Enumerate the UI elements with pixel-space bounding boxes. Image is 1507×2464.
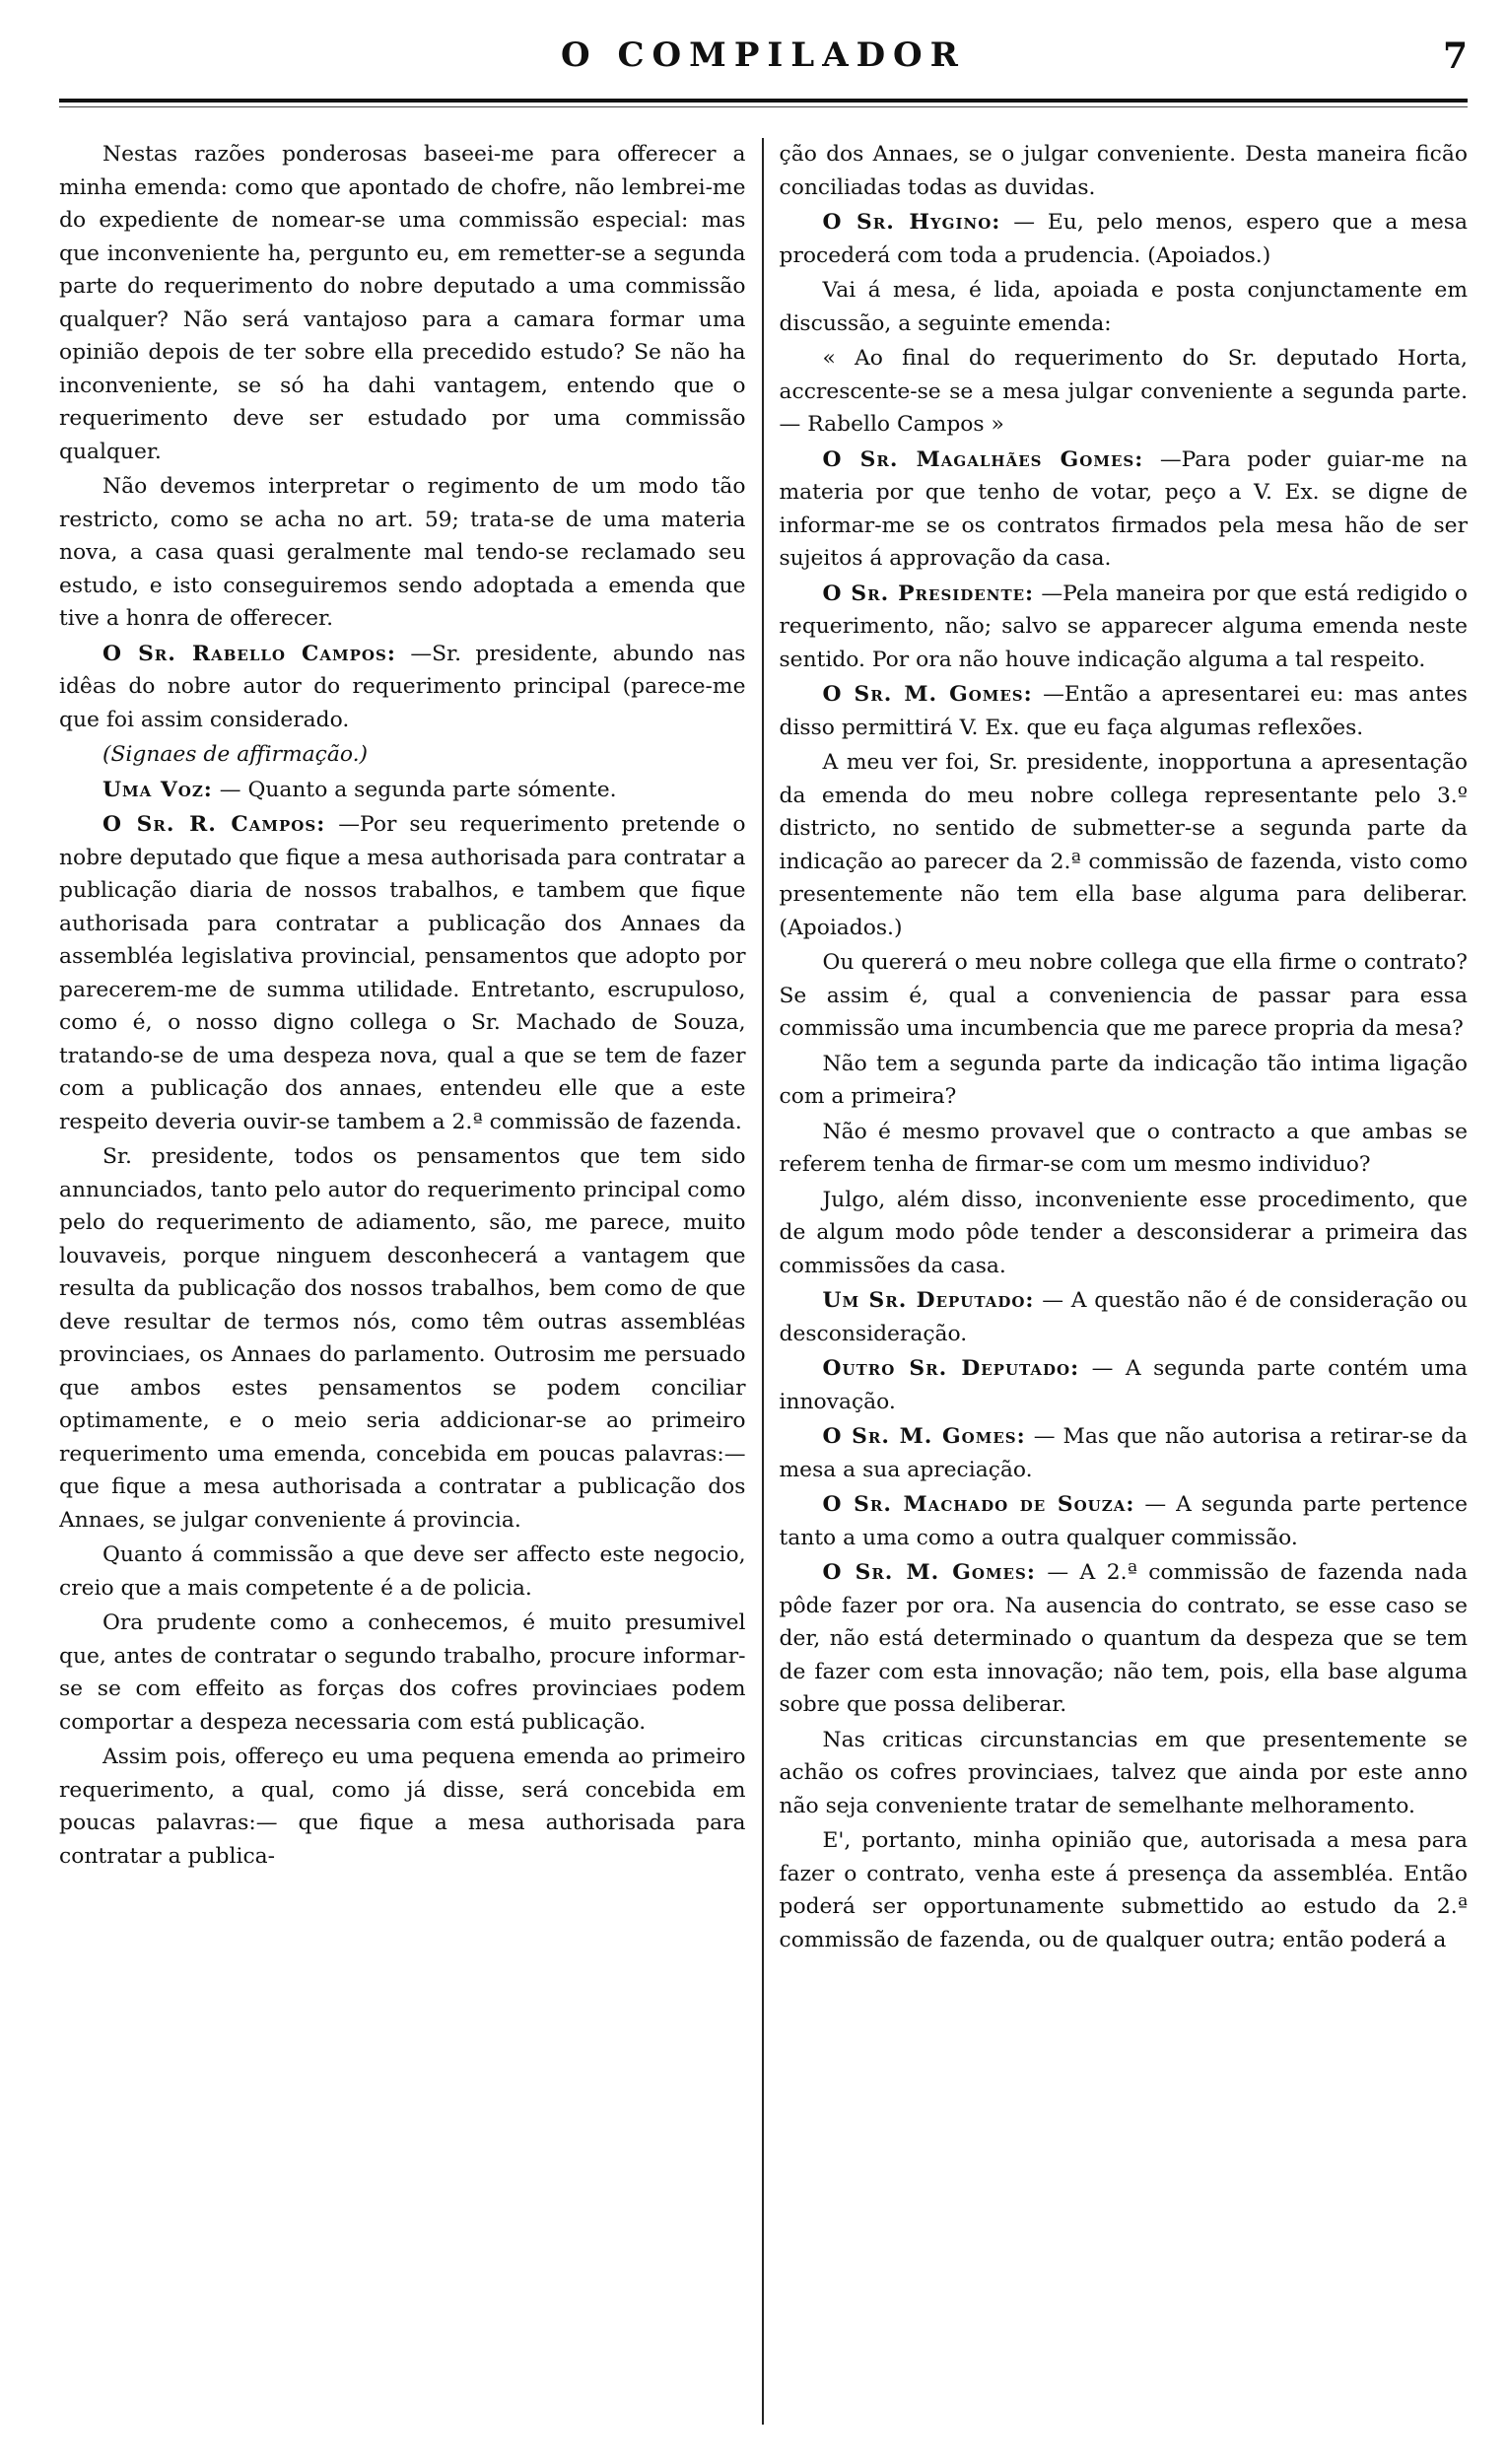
paragraph	[59, 1539, 746, 1605]
paragraph-text: A meu ver foi, Sr. presidente, inopportuna a apresentação da emenda do meu nobre collega representante pelo 3.º districto, no sentido de submetter-se a segunda parte da indicação ao parecer da 2.ª commissão de fazenda, visto como presentemente não tem ella base alguma para deliberar. (Apoiados.)	[779, 750, 1468, 940]
paragraph-text: —Por seu requerimento pretende o nobre deputado que fique a mesa authorisada para contratar a publicação diaria de nossos trabalhos, e tambem que fique authorisada para contratar a publicação dos Annaes da assembléa legislativa provincial, pensamentos que adopto por parecerem-me de summa utilidade. Entretanto, escrupuloso, como é, o nosso digno collega o Sr. Machado de Souza, tratando-se de uma despeza nova, qual a que se tem de fazer com a publicação dos annaes, entendeu elle que a este respeito deveria ouvir-se tambem a 2.ª commissão de fazenda.	[59, 812, 746, 1134]
paragraph-text: Sr. presidente, todos os pensamentos que tem sido annunciados, tanto pelo autor do requerimento principal como pelo do requerimento de adiamento, são, me parece, muito louvaveis, porque ninguem desconhecerá a vantagem que resulta da publicação dos nossos trabalhos, bem como de que deve resultar de termos nós, como têm outras assembléas provinciaes, os Annaes do parlamento. Outrosim me persuado que ambos estes pensamentos se podem conciliar optimamente, e o meio seria addicionar-se ao primeiro requerimento uma emenda, concebida em poucas palavras:—que fique a mesa authorisada a contratar a publicação dos Annaes, se julgar conveniente á provincia.	[59, 1144, 746, 1533]
paragraph-text: Nestas razões ponderosas baseei-me para offerecer a minha emenda: como que apontado de chofre, não lembrei-me do expediente de nomear-se uma commissão especial: mas que inconveniente ha, pergunto eu, em remetter-se a segunda parte do requerimento do nobre deputado a uma commissão qualquer? Não será vantajoso para a camara formar uma opinião depois de ter sobre ella precedido estudo? Se não ha inconveniente, se só ha dahi vantagem, entendo que o requerimento deve ser estudado por uma commissão qualquer.	[59, 142, 746, 464]
newspaper-title: O COMPILADOR	[561, 35, 966, 75]
speaker-name: O Sr. Machado de Souza:	[822, 1492, 1135, 1517]
paragraph	[780, 138, 1469, 204]
paragraph	[780, 946, 1469, 1046]
paragraph-text: Ora prudente como a conhecemos, é muito presumivel que, antes de contratar o segundo trabalho, procure informar-se se com effeito as forças dos cofres provinciaes podem comportar a despeza necessaria com está publicação.	[59, 1610, 746, 1735]
speaker-name: O Sr. R. Campos:	[103, 812, 326, 837]
paragraph-text: Quanto á commissão a que deve ser affecto este negocio, creio que a mais competente é a de policia.	[59, 1542, 746, 1601]
paragraph-text: — A questão não é de consideração ou desconsideração.	[779, 1288, 1468, 1346]
paragraph	[780, 1556, 1469, 1722]
paragraph	[780, 578, 1469, 677]
paragraph-text: —Então a apresentarei eu: mas antes disso permittirá V. Ex. que eu faça algumas reflexões.	[779, 682, 1468, 740]
speaker-name: Um Sr. Deputado:	[822, 1288, 1035, 1313]
paragraph	[780, 1724, 1469, 1823]
speaker-name: O Sr. M. Gomes:	[822, 682, 1033, 707]
paragraph	[59, 774, 746, 807]
left-column	[59, 138, 764, 2425]
paragraph	[780, 206, 1469, 272]
speaker-name: O Sr. Rabello Campos:	[103, 641, 396, 666]
paragraph	[780, 274, 1469, 340]
paragraph	[780, 1352, 1469, 1418]
header-rule-thin	[59, 106, 1468, 107]
paragraph	[780, 746, 1469, 944]
paragraph-text: Não devemos interpretar o regimento de um modo tão restricto, como se acha no art. 59; trata-se de uma materia nova, a casa quasi geralmente mal tendo-se reclamado seu estudo, e isto conseguiremos sendo adoptada a emenda que tive a honra de offerecer.	[59, 474, 746, 631]
paragraph-text: — A segunda parte contém uma innovação.	[779, 1356, 1468, 1414]
header-rule	[59, 99, 1468, 103]
paragraph	[780, 1488, 1469, 1554]
paragraph	[59, 1140, 746, 1537]
speaker-name: O Sr. M. Gomes:	[822, 1424, 1026, 1449]
paragraph	[780, 1284, 1469, 1350]
paragraph	[780, 1420, 1469, 1486]
speaker-name: Outro Sr. Deputado:	[822, 1356, 1080, 1381]
paragraph-text: Nas criticas circunstancias em que presentemente se achão os cofres provinciaes, talvez que ainda por este anno não seja conveniente tratar de semelhante melhoramento.	[779, 1727, 1468, 1818]
paragraph-text: —Pela maneira por que está redigido o requerimento, não; salvo se apparecer alguma emenda neste sentido. Por ora não houve indicação alguma a tal respeito.	[779, 581, 1468, 672]
speaker-name: O Sr. Presidente:	[822, 581, 1035, 606]
paragraph-text: Assim pois, offereço eu uma pequena emenda ao primeiro requerimento, a qual, como já disse, será concebida em poucas palavras:— que fique a mesa authorisada para contratar a publica-	[59, 1745, 746, 1869]
paragraph	[59, 1741, 746, 1873]
paragraph	[59, 138, 746, 468]
paragraph-text: —Sr. presidente, abundo nas idêas do nobre autor do requerimento principal (parece-me que foi assim considerado.	[59, 641, 746, 732]
paragraph	[59, 470, 746, 636]
paragraph	[59, 808, 746, 1138]
paragraph	[780, 1116, 1469, 1182]
paragraph-text: — Eu, pelo menos, espero que a mesa procederá com toda a prudencia. (Apoiados.)	[779, 210, 1468, 268]
paragraph-text: Não é mesmo provavel que o contracto a que ambas se referem tenha de firmar-se com um mesmo individuo?	[779, 1119, 1468, 1177]
paragraph	[780, 444, 1469, 576]
speaker-name: Uma Voz:	[103, 777, 213, 802]
paragraph-text: — A 2.ª commissão de fazenda nada pôde fazer por ora. Na ausencia do contrato, se esse caso se der, não está determinado o quantum da despeza que se tem de fazer com esta innovação; não tem, pois, ella base alguma sobre que possa deliberar.	[779, 1560, 1468, 1717]
paragraph-text: E', portanto, minha opinião que, autorisada a mesa para fazer o contrato, venha este á presença da assembléa. Então poderá ser opportunamente submettido ao estudo da 2.ª commissão de fazenda, ou de qualquer outra; então poderá a	[779, 1828, 1468, 1952]
paragraph	[59, 738, 746, 772]
paragraph-text: — Quanto a segunda parte sómente.	[219, 777, 617, 802]
paragraph-text: Ou quererá o meu nobre collega que ella firme o contrato? Se assim é, qual a conveniencia de passar para essa commissão uma incumbencia que me parece propria da mesa?	[779, 950, 1468, 1041]
paragraph	[780, 1824, 1469, 1956]
right-column	[764, 138, 1469, 2425]
paragraph	[59, 1607, 746, 1739]
paragraph	[780, 342, 1469, 442]
paragraph-text: « Ao final do requerimento do Sr. deputado Horta, accrescente-se se a mesa julgar conveniente a segunda parte.— Rabello Campos »	[779, 346, 1468, 437]
paragraph-text: —Para poder guiar-me na materia por que tenho de votar, peço a V. Ex. se digne de informar-me se os contratos firmados pela mesa hão de ser sujeitos á approvação da casa.	[779, 446, 1468, 571]
paragraph-text: Não tem a segunda parte da indicação tão intima ligação com a primeira?	[779, 1051, 1468, 1109]
paragraph-text: Julgo, além disso, inconveniente esse procedimento, que de algum modo pôde tender a desconsiderar a primeira das commissões da casa.	[779, 1187, 1468, 1278]
paragraph	[59, 638, 746, 737]
paragraph-text: ção dos Annaes, se o julgar conveniente. Desta maneira ficão conciliadas todas as duvidas.	[779, 142, 1468, 200]
paragraph-text: Vai á mesa, é lida, apoiada e posta conjunctamente em discussão, a seguinte emenda:	[779, 278, 1468, 336]
paragraph	[780, 1048, 1469, 1114]
speaker-name: O Sr. Magalhães Gomes:	[822, 446, 1144, 472]
paragraph-text: — A segunda parte pertence tanto a uma como a outra qualquer commissão.	[779, 1492, 1468, 1550]
masthead	[59, 28, 1468, 87]
paragraph	[780, 1184, 1469, 1283]
text-columns	[59, 138, 1468, 2425]
page-number: 7	[1442, 35, 1468, 77]
paragraph-text: — Mas que não autorisa a retirar-se da mesa a sua apreciação.	[779, 1424, 1468, 1482]
paragraph	[780, 678, 1469, 744]
speaker-name: O Sr. M. Gomes:	[822, 1560, 1036, 1585]
paragraph-text: (Signaes de affirmação.)	[103, 742, 369, 767]
speaker-name: O Sr. Hygino:	[822, 210, 1001, 235]
